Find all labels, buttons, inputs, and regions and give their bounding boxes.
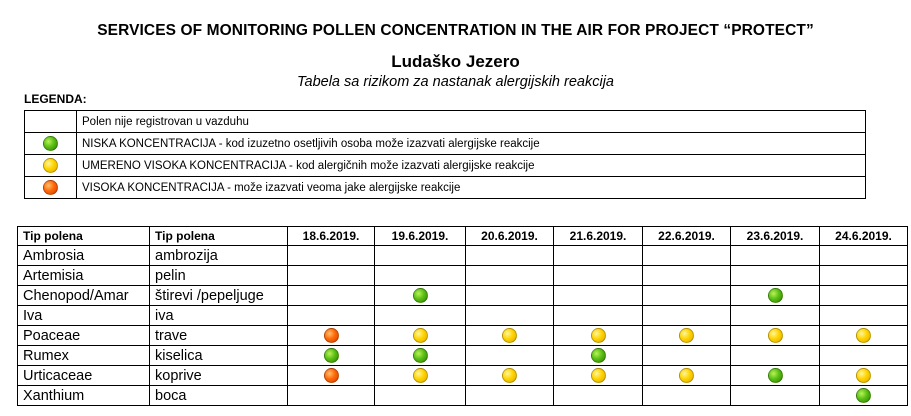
legend-row: [25, 133, 866, 155]
concentration-cell: [466, 286, 554, 306]
yellow-dot-icon: [502, 368, 517, 383]
yellow-dot-icon: [856, 368, 871, 383]
yellow-dot-icon: [768, 328, 783, 343]
table-row: [18, 386, 908, 406]
header-date: 21.6.2019.: [554, 227, 643, 246]
concentration-cell: [375, 386, 466, 406]
green-dot-icon: [768, 368, 783, 383]
concentration-cell: [643, 326, 731, 346]
pollen-local-name: kiselica: [150, 346, 288, 366]
location-title: Ludaško Jezero: [391, 52, 520, 71]
legend-row: [25, 155, 866, 177]
concentration-cell: [731, 286, 820, 306]
concentration-cell: [554, 386, 643, 406]
concentration-cell: [466, 306, 554, 326]
pollen-local-name: ambrozija: [150, 246, 288, 266]
pollen-latin-name: Ambrosia: [18, 246, 150, 266]
orange-dot-icon: [324, 368, 339, 383]
yellow-dot-icon: [856, 328, 871, 343]
concentration-cell: [375, 246, 466, 266]
concentration-cell: [288, 366, 375, 386]
table-header-row: [18, 227, 908, 246]
header-pollen-type: Tip polena: [150, 227, 288, 246]
yellow-dot-icon: [413, 328, 428, 343]
header-date: 23.6.2019.: [731, 227, 820, 246]
legend-label: LEGENDA:: [24, 92, 87, 106]
concentration-cell: [375, 326, 466, 346]
yellow-dot-icon: [43, 158, 58, 173]
pollen-local-name: pelin: [150, 266, 288, 286]
page-title: SERVICES OF MONITORING POLLEN CONCENTRATION IN THE AIR FOR PROJECT “PROTECT”: [97, 22, 814, 39]
legend-text: VISOKA KONCENTRACIJA - može izazvati veoma jake alergijske reakcije: [77, 177, 866, 199]
concentration-cell: [288, 346, 375, 366]
header-pollen-type: Tip polena: [18, 227, 150, 246]
pollen-latin-name: Urticaceae: [18, 366, 150, 386]
concentration-cell: [288, 246, 375, 266]
concentration-cell: [731, 306, 820, 326]
concentration-cell: [820, 366, 908, 386]
concentration-cell: [820, 286, 908, 306]
legend-text: Polen nije registrovan u vazduhu: [77, 111, 866, 133]
concentration-cell: [375, 286, 466, 306]
concentration-cell: [643, 386, 731, 406]
pollen-latin-name: Chenopod/Amar: [18, 286, 150, 306]
header-date: 19.6.2019.: [375, 227, 466, 246]
concentration-cell: [820, 266, 908, 286]
pollen-local-name: trave: [150, 326, 288, 346]
concentration-cell: [288, 266, 375, 286]
header-date: 20.6.2019.: [466, 227, 554, 246]
concentration-cell: [375, 346, 466, 366]
concentration-cell: [466, 366, 554, 386]
concentration-cell: [643, 286, 731, 306]
pollen-latin-name: Poaceae: [18, 326, 150, 346]
concentration-cell: [288, 326, 375, 346]
table-row: [18, 326, 908, 346]
concentration-cell: [554, 346, 643, 366]
concentration-cell: [554, 366, 643, 386]
table-row: [18, 306, 908, 326]
pollen-local-name: boca: [150, 386, 288, 406]
header-date: 24.6.2019.: [820, 227, 908, 246]
yellow-dot-icon: [413, 368, 428, 383]
table-caption: Tabela sa rizikom za nastanak alergijskih reakcija: [296, 74, 614, 90]
table-row: [18, 346, 908, 366]
table-row: [18, 266, 908, 286]
orange-dot-icon: [324, 328, 339, 343]
pollen-local-name: štirevi /pepeljuge: [150, 286, 288, 306]
yellow-dot-icon: [679, 328, 694, 343]
concentration-cell: [466, 326, 554, 346]
pollen-local-name: iva: [150, 306, 288, 326]
header-date: 22.6.2019.: [643, 227, 731, 246]
legend-row: [25, 111, 866, 133]
pollen-latin-name: Rumex: [18, 346, 150, 366]
concentration-cell: [643, 346, 731, 366]
legend-symbol: [25, 155, 77, 177]
table-row: [18, 246, 908, 266]
header-date: 18.6.2019.: [288, 227, 375, 246]
concentration-cell: [820, 386, 908, 406]
concentration-cell: [554, 246, 643, 266]
concentration-cell: [643, 306, 731, 326]
orange-dot-icon: [43, 180, 58, 195]
pollen-latin-name: Xanthium: [18, 386, 150, 406]
green-dot-icon: [413, 348, 428, 363]
concentration-cell: [375, 266, 466, 286]
legend-symbol: [25, 133, 77, 155]
table-row: [18, 286, 908, 306]
concentration-cell: [466, 266, 554, 286]
concentration-cell: [643, 366, 731, 386]
legend-text: UMERENO VISOKA KONCENTRACIJA - kod alergičnih može izazvati alergijske reakcije: [77, 155, 866, 177]
concentration-cell: [554, 306, 643, 326]
pollen-table: [17, 226, 908, 406]
concentration-cell: [820, 326, 908, 346]
legend-text: NISKA KONCENTRACIJA - kod izuzetno osetljivih osoba može izazvati alergijske reakcije: [77, 133, 866, 155]
table-row: [18, 366, 908, 386]
green-dot-icon: [324, 348, 339, 363]
concentration-cell: [643, 266, 731, 286]
concentration-cell: [731, 346, 820, 366]
green-dot-icon: [768, 288, 783, 303]
concentration-cell: [731, 266, 820, 286]
concentration-cell: [731, 246, 820, 266]
concentration-cell: [554, 286, 643, 306]
green-dot-icon: [413, 288, 428, 303]
concentration-cell: [731, 366, 820, 386]
pollen-latin-name: Iva: [18, 306, 150, 326]
concentration-cell: [375, 366, 466, 386]
concentration-cell: [375, 306, 466, 326]
concentration-cell: [554, 326, 643, 346]
concentration-cell: [643, 246, 731, 266]
concentration-cell: [554, 266, 643, 286]
green-dot-icon: [856, 388, 871, 403]
green-dot-icon: [591, 348, 606, 363]
concentration-cell: [288, 286, 375, 306]
concentration-cell: [288, 386, 375, 406]
yellow-dot-icon: [591, 368, 606, 383]
legend-table: [24, 110, 866, 199]
concentration-cell: [731, 326, 820, 346]
legend-symbol: [25, 177, 77, 199]
concentration-cell: [731, 386, 820, 406]
yellow-dot-icon: [591, 328, 606, 343]
concentration-cell: [820, 306, 908, 326]
concentration-cell: [466, 386, 554, 406]
pollen-latin-name: Artemisia: [18, 266, 150, 286]
concentration-cell: [466, 246, 554, 266]
pollen-local-name: koprive: [150, 366, 288, 386]
legend-row: [25, 177, 866, 199]
yellow-dot-icon: [679, 368, 694, 383]
green-dot-icon: [43, 136, 58, 151]
concentration-cell: [820, 246, 908, 266]
concentration-cell: [820, 346, 908, 366]
yellow-dot-icon: [502, 328, 517, 343]
concentration-cell: [466, 346, 554, 366]
legend-symbol: [25, 111, 77, 133]
concentration-cell: [288, 306, 375, 326]
